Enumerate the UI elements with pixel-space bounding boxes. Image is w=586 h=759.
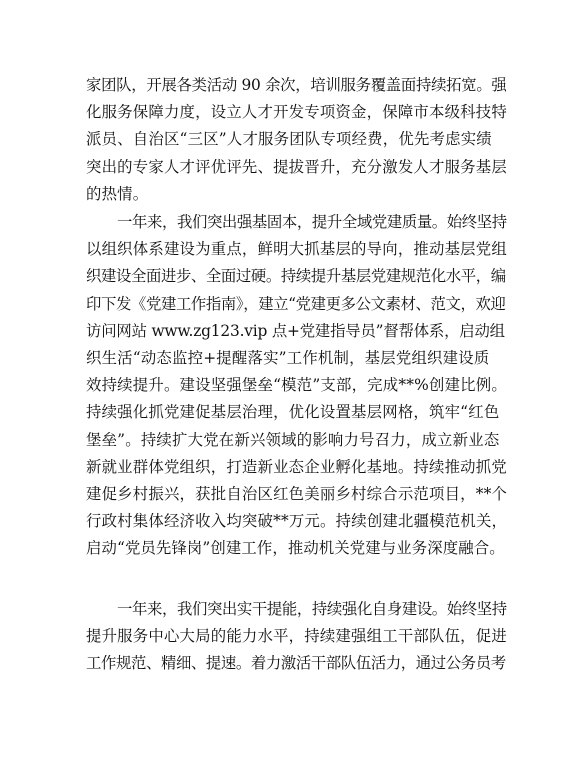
text-line: 印下发《党建工作指南》，建立“党建更多公文素材、范文，欢迎 xyxy=(86,294,506,313)
text-line: 派员、自治区“三区”人才服务团队专项经费，优先考虑实绩 xyxy=(86,130,492,149)
text-line: 工作规范、精细、提速。着力激活干部队伍活力，通过公务员考 xyxy=(86,654,506,673)
text-line: 织生活“动态监控+提醒落实”工作机制，基层党组织建设质 xyxy=(86,349,490,368)
text-line: 建促乡村振兴，获批自治区红色美丽乡村综合示范项目，**个 xyxy=(86,485,508,504)
text-line: 家团队，开展各类活动 90 余次，培训服务覆盖面持续拓宽。强 xyxy=(86,76,507,94)
paragraph-talent-services xyxy=(86,72,506,208)
text-line: 突出的专家人才评优评先、提拔晋升，充分激发人才服务基层 xyxy=(86,157,507,176)
paragraph-party-building xyxy=(86,209,506,563)
text-line: 持续强化抓党建促基层治理，优化设置基层网格，筑牢“红色 xyxy=(86,403,500,422)
text-line: 行政村集体经济收入均突破**万元。持续创建北疆模范机关， xyxy=(86,512,508,531)
text-line: 一年来，我们突出实干提能，持续强化自身建设。始终坚持 xyxy=(117,600,507,618)
text-line: 以组织体系建设为重点，鲜明大抓基层的导向，推动基层党组 xyxy=(86,240,507,259)
text-line: 堡垒”。持续扩大党在新兴领域的影响力号召力，成立新业态 xyxy=(86,430,500,449)
text-line: 提升服务中心大局的能力水平，持续建强组工干部队伍，促进 xyxy=(86,627,507,646)
text-line: 织建设全面进步、全面过硬。持续提升基层党建规范化水平，编 xyxy=(86,267,506,286)
text-line: 的热情。 xyxy=(86,184,149,203)
text-line: 一年来，我们突出强基固本，提升全域党建质量。始终坚持 xyxy=(117,213,507,231)
text-line: 访问网站 www.zg123.vip 点+党建指导员”督帮体系，启动组 xyxy=(86,321,505,340)
text-line: 效持续提升。建设坚强堡垒“模范”支部，完成**%创建比例。 xyxy=(86,376,507,395)
text-line: 化服务保障力度，设立人才开发专项资金，保障市本级科技特 xyxy=(86,103,507,122)
text-line: 新就业群体党组织，打造新业态企业孵化基地。持续推动抓党 xyxy=(86,457,507,476)
text-line: 启动“党员先锋岗”创建工作，推动机关党建与业务深度融合。 xyxy=(86,539,505,558)
paragraph-self-building xyxy=(86,596,506,678)
